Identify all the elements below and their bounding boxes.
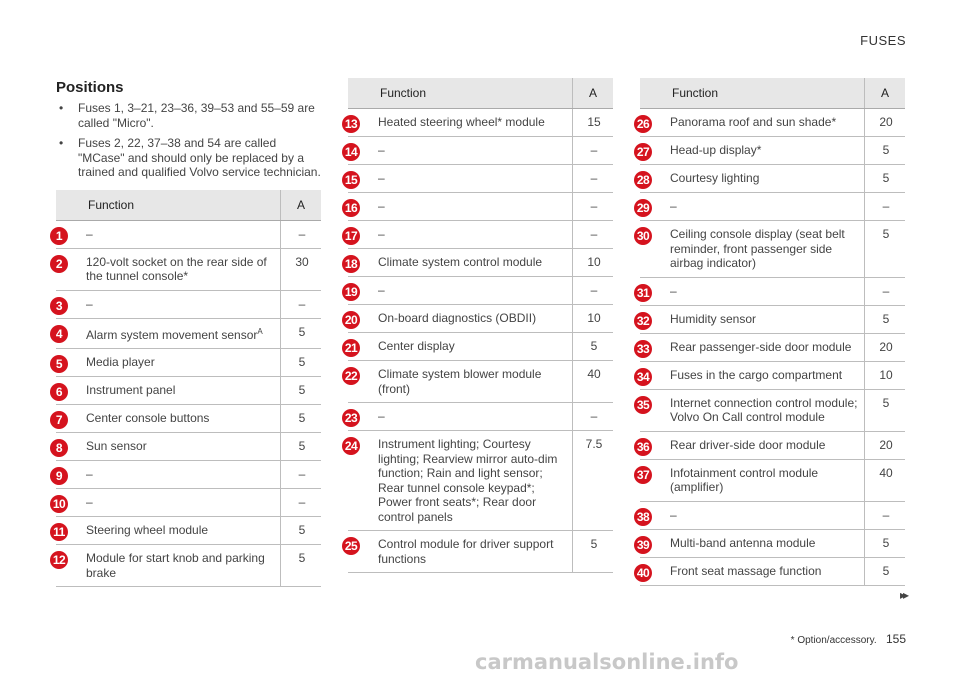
function-cell — [664, 277, 865, 305]
amperage-cell: – — [865, 277, 906, 305]
fuse-number-badge: 36 — [634, 438, 652, 456]
fuse-number-cell — [344, 305, 372, 333]
function-cell — [664, 529, 865, 557]
function-text: – — [378, 143, 385, 157]
amperage-cell: – — [281, 461, 322, 489]
table-row — [56, 349, 321, 377]
fuse-number-cell — [344, 361, 372, 403]
fuse-number-badge: 13 — [342, 115, 360, 133]
amperage-cell: – — [573, 403, 614, 431]
table-row — [640, 193, 905, 221]
table-row — [56, 377, 321, 405]
function-cell — [80, 517, 281, 545]
function-cell — [80, 349, 281, 377]
fuse-number-cell — [344, 109, 372, 137]
function-cell — [80, 405, 281, 433]
fuse-number-badge: 38 — [634, 508, 652, 526]
amperage-cell: 30 — [281, 248, 322, 290]
amperage-cell: – — [281, 220, 322, 248]
table-row — [56, 248, 321, 290]
column-3 — [636, 78, 905, 586]
table-row — [640, 277, 905, 305]
function-header: Function — [664, 78, 865, 109]
fuse-number-badge: 14 — [342, 143, 360, 161]
function-text: Instrument lighting; Courtesy lighting; Rearview mirror auto-dim function; Rain and light sensor; Rear tunnel console keypad*; Power front seats*; Rear door control panels — [378, 437, 558, 524]
fuse-number-badge: 30 — [634, 227, 652, 245]
amperage-cell: – — [865, 501, 906, 529]
table-row — [640, 305, 905, 333]
fuse-number-cell — [53, 517, 80, 545]
function-text: – — [86, 226, 93, 241]
function-text: – — [670, 507, 677, 522]
function-text: – — [378, 171, 385, 185]
page-footer — [791, 632, 906, 646]
fuse-number-cell — [636, 389, 664, 431]
fuse-number-cell — [56, 349, 80, 377]
table-row — [348, 305, 613, 333]
function-cell — [664, 501, 865, 529]
function-cell — [372, 305, 573, 333]
fuse-number-cell — [636, 137, 664, 165]
function-text: Ceiling console display (seat belt reminder, front passenger side airbag indicator) — [670, 227, 845, 270]
fuse-number-cell — [56, 248, 80, 290]
table-row — [640, 557, 905, 585]
function-cell — [80, 290, 281, 318]
amperage-cell: 5 — [865, 557, 906, 585]
fuse-number-badge: 35 — [634, 396, 652, 414]
function-cell — [664, 109, 865, 137]
table-row — [640, 431, 905, 459]
function-text: Heated steering wheel* module — [378, 115, 545, 129]
fuse-number-badge: 1 — [50, 227, 68, 245]
fuse-number-cell — [52, 489, 80, 517]
fuse-number-badge: 3 — [50, 297, 68, 315]
amperage-cell: 7.5 — [573, 431, 614, 531]
fuse-number-cell — [56, 433, 80, 461]
column-1 — [52, 79, 321, 587]
amp-header: A — [865, 78, 906, 109]
table-row — [348, 137, 613, 165]
amperage-cell: 20 — [865, 431, 906, 459]
fuse-number-cell — [636, 529, 664, 557]
function-cell — [372, 277, 573, 305]
function-text: – — [670, 199, 677, 213]
function-cell — [372, 165, 573, 193]
amperage-cell: 10 — [573, 305, 614, 333]
function-text: – — [378, 199, 385, 213]
fuse-number-cell — [344, 277, 372, 305]
fuse-number-cell — [636, 333, 664, 361]
amperage-cell: 5 — [281, 349, 322, 377]
fuse-number-badge: 6 — [50, 383, 68, 401]
function-text: Panorama roof and sun shade* — [670, 115, 837, 129]
amperage-cell: 15 — [573, 109, 614, 137]
number-header — [640, 78, 664, 109]
function-text: Climate system control module — [378, 255, 543, 269]
fuse-number-badge: 32 — [634, 312, 652, 330]
fuse-number-cell — [56, 220, 80, 248]
table-row — [56, 517, 321, 545]
function-cell — [372, 361, 573, 403]
table-row — [640, 501, 905, 529]
amperage-cell: 40 — [865, 459, 906, 501]
amperage-cell: 5 — [281, 405, 322, 433]
function-cell — [664, 459, 865, 501]
fuse-number-badge: 29 — [634, 199, 652, 217]
function-cell — [664, 137, 865, 165]
table-row — [348, 221, 613, 249]
positions-heading: Positions — [56, 79, 124, 96]
footnote-marker: A — [257, 326, 263, 336]
table-row — [56, 433, 321, 461]
fuse-number-cell — [636, 361, 664, 389]
fuse-number-badge: 15 — [342, 171, 360, 189]
amperage-cell: – — [865, 193, 906, 221]
fuse-number-badge: 18 — [342, 255, 360, 273]
function-cell — [80, 489, 281, 517]
function-text: Climate system blower module (front) — [378, 367, 542, 396]
function-cell — [664, 305, 865, 333]
positions-bullets — [56, 101, 321, 180]
function-cell — [80, 433, 281, 461]
amp-header: A — [281, 190, 322, 221]
fuse-number-cell — [636, 193, 664, 221]
fuse-number-badge: 4 — [50, 325, 68, 343]
function-text: – — [670, 283, 677, 298]
next-page-arrows: ▸▸ — [899, 588, 906, 602]
function-text: Control module for driver support functions — [378, 537, 554, 566]
number-header — [348, 78, 372, 109]
amperage-cell: 5 — [281, 545, 322, 587]
fuse-number-badge: 20 — [342, 311, 360, 329]
amperage-cell: 40 — [573, 361, 614, 403]
fuse-number-badge: 31 — [634, 284, 652, 302]
function-cell — [664, 361, 865, 389]
table-row — [56, 461, 321, 489]
fuse-number-cell — [344, 193, 372, 221]
fuse-number-cell — [636, 557, 664, 585]
fuse-number-cell — [636, 459, 664, 501]
fuse-number-cell — [344, 431, 372, 531]
function-cell — [372, 531, 573, 573]
function-text: Module for start knob and parking brake — [86, 551, 265, 580]
function-text: Center display — [378, 339, 455, 353]
table-row — [348, 361, 613, 403]
table-row — [348, 431, 613, 531]
function-cell — [80, 220, 281, 248]
amperage-cell: 20 — [865, 109, 906, 137]
table-row — [348, 193, 613, 221]
function-text: Rear passenger-side door module — [670, 339, 852, 354]
table-row — [56, 489, 321, 517]
function-text: Humidity sensor — [670, 311, 757, 326]
function-cell — [372, 249, 573, 277]
fuse-table-3 — [636, 78, 905, 586]
amperage-cell: 5 — [865, 389, 906, 431]
fuse-number-badge: 26 — [634, 115, 652, 133]
function-text: – — [86, 495, 93, 509]
fuse-number-cell — [56, 377, 80, 405]
function-cell — [372, 431, 573, 531]
fuse-number-cell — [636, 165, 664, 193]
function-header: Function — [372, 78, 573, 109]
fuse-number-badge: 7 — [50, 411, 68, 429]
fuse-number-badge: 33 — [634, 340, 652, 358]
fuse-number-cell — [636, 501, 664, 529]
amperage-cell: 5 — [865, 137, 906, 165]
amperage-cell: 5 — [573, 531, 614, 573]
amperage-cell: 5 — [281, 318, 322, 349]
table-row — [640, 529, 905, 557]
table-row — [348, 277, 613, 305]
fuse-number-badge: 11 — [50, 523, 68, 541]
function-text: Steering wheel module — [86, 523, 209, 537]
function-cell — [372, 193, 573, 221]
table-row — [348, 403, 613, 431]
function-cell — [372, 333, 573, 361]
function-text: Rear driver-side door module — [670, 437, 826, 452]
table-row — [640, 459, 905, 501]
fuse-number-badge: 25 — [342, 537, 360, 555]
table-row — [348, 109, 613, 137]
fuse-number-badge: 37 — [634, 466, 652, 484]
function-text: On-board diagnostics (OBDII) — [378, 311, 537, 325]
function-text: Media player — [86, 355, 155, 369]
amperage-cell: 5 — [865, 165, 906, 193]
function-text: Sun sensor — [86, 439, 147, 453]
amperage-cell: 5 — [865, 221, 906, 278]
fuse-number-cell — [344, 165, 372, 193]
fuse-number-badge: 24 — [342, 437, 360, 455]
table-row — [348, 165, 613, 193]
amperage-cell: 20 — [865, 333, 906, 361]
fuse-number-cell — [344, 249, 372, 277]
table-row — [56, 545, 321, 587]
table-row — [640, 137, 905, 165]
fuse-number-badge: 5 — [50, 355, 68, 373]
amperage-cell: 5 — [865, 305, 906, 333]
fuse-number-badge: 27 — [634, 143, 652, 161]
function-text: – — [378, 227, 385, 241]
table-row — [56, 290, 321, 318]
function-cell — [664, 193, 865, 221]
fuse-number-badge: 28 — [634, 171, 652, 189]
page-number: 155 — [885, 632, 906, 646]
fuse-number-cell — [344, 531, 372, 573]
amperage-cell: – — [573, 137, 614, 165]
fuse-number-cell — [56, 318, 80, 349]
amperage-cell: – — [573, 193, 614, 221]
amperage-cell: 5 — [281, 433, 322, 461]
function-text: Infotainment control module (amplifier) — [670, 465, 819, 494]
function-text: Instrument panel — [86, 383, 176, 397]
fuse-number-badge: 16 — [342, 199, 360, 217]
fuse-number-cell — [636, 277, 664, 305]
table-row — [56, 405, 321, 433]
amperage-cell: – — [573, 277, 614, 305]
function-cell — [80, 248, 281, 290]
function-cell — [80, 377, 281, 405]
fuse-number-badge: 2 — [50, 255, 68, 273]
fuse-number-badge: 23 — [342, 409, 360, 427]
function-cell — [372, 403, 573, 431]
amperage-cell: – — [281, 489, 322, 517]
function-text: – — [378, 409, 385, 423]
function-cell — [372, 221, 573, 249]
bullet-mcase: • Fuses 2, 22, 37–38 and 54 are called "MCase" and should only be replaced by a trained and qualified Volvo service technician. — [56, 136, 321, 180]
function-cell — [664, 165, 865, 193]
fuse-number-badge: 12 — [50, 551, 68, 569]
amp-header: A — [573, 78, 614, 109]
watermark: carmanualsonline.info — [475, 650, 739, 674]
fuse-table-1 — [52, 190, 321, 588]
fuse-number-badge: 9 — [50, 467, 68, 485]
function-text: – — [86, 296, 93, 311]
fuse-table-2 — [344, 78, 613, 573]
amperage-cell: 5 — [281, 377, 322, 405]
fuse-number-badge: 21 — [342, 339, 360, 357]
fuse-number-cell — [56, 290, 80, 318]
table-row — [640, 165, 905, 193]
section-title: FUSES — [860, 33, 906, 48]
fuse-number-cell — [52, 545, 80, 587]
function-cell — [664, 431, 865, 459]
table-row — [348, 249, 613, 277]
fuse-number-badge: 8 — [50, 439, 68, 457]
function-text: Alarm system movement sensor — [86, 327, 258, 342]
function-cell — [664, 333, 865, 361]
fuse-number-badge: 34 — [634, 368, 652, 386]
function-cell — [664, 389, 865, 431]
function-cell — [664, 221, 865, 278]
fuse-number-cell — [636, 431, 664, 459]
function-cell — [80, 318, 281, 349]
amperage-cell: 10 — [573, 249, 614, 277]
amperage-cell: 10 — [865, 361, 906, 389]
fuse-number-cell — [344, 137, 372, 165]
function-text: 120-volt socket on the rear side of the tunnel console* — [86, 254, 267, 283]
function-text: – — [86, 467, 93, 481]
bullet-micro: • Fuses 1, 3–21, 23–36, 39–53 and 55–59 are called "Micro". — [56, 101, 321, 130]
fuse-number-badge: 22 — [342, 367, 360, 385]
fuse-number-cell — [56, 405, 80, 433]
column-2 — [344, 78, 613, 573]
fuse-number-badge: 19 — [342, 283, 360, 301]
fuse-number-cell — [636, 305, 664, 333]
table-row — [640, 333, 905, 361]
fuse-number-badge: 10 — [50, 495, 68, 513]
function-text: Front seat massage function — [670, 563, 822, 578]
amperage-cell: – — [573, 221, 614, 249]
amperage-cell: 5 — [573, 333, 614, 361]
fuse-number-cell — [344, 333, 372, 361]
number-header — [56, 190, 80, 221]
amperage-cell: 5 — [865, 529, 906, 557]
fuse-number-cell — [56, 461, 80, 489]
table-row — [640, 389, 905, 431]
table-row — [56, 318, 321, 349]
function-cell — [372, 109, 573, 137]
function-text: – — [378, 283, 385, 297]
fuse-number-badge: 17 — [342, 227, 360, 245]
fuse-number-cell — [344, 403, 372, 431]
table-row — [640, 221, 905, 278]
function-cell — [80, 545, 281, 587]
function-cell — [664, 557, 865, 585]
fuse-number-cell — [636, 109, 664, 137]
fuse-number-badge: 40 — [634, 564, 652, 582]
table-row — [348, 531, 613, 573]
function-header: Function — [80, 190, 281, 221]
function-text: Multi-band antenna module — [670, 535, 816, 550]
table-row — [640, 361, 905, 389]
function-text: Center console buttons — [86, 411, 210, 425]
amperage-cell: 5 — [281, 517, 322, 545]
function-text: Internet connection control module; Volvo On Call control module — [670, 395, 858, 424]
function-text: Head-up display* — [670, 143, 762, 157]
fuse-number-cell — [344, 221, 372, 249]
table-row — [56, 220, 321, 248]
amperage-cell: – — [573, 165, 614, 193]
table-row — [348, 333, 613, 361]
fuse-number-badge: 39 — [634, 536, 652, 554]
function-cell — [372, 137, 573, 165]
table-row — [640, 109, 905, 137]
function-cell — [80, 461, 281, 489]
function-text: Courtesy lighting — [670, 171, 760, 185]
option-note: * Option/accessory. — [790, 635, 877, 646]
function-text: Fuses in the cargo compartment — [670, 367, 843, 382]
amperage-cell: – — [281, 290, 322, 318]
fuse-number-cell — [636, 221, 664, 278]
